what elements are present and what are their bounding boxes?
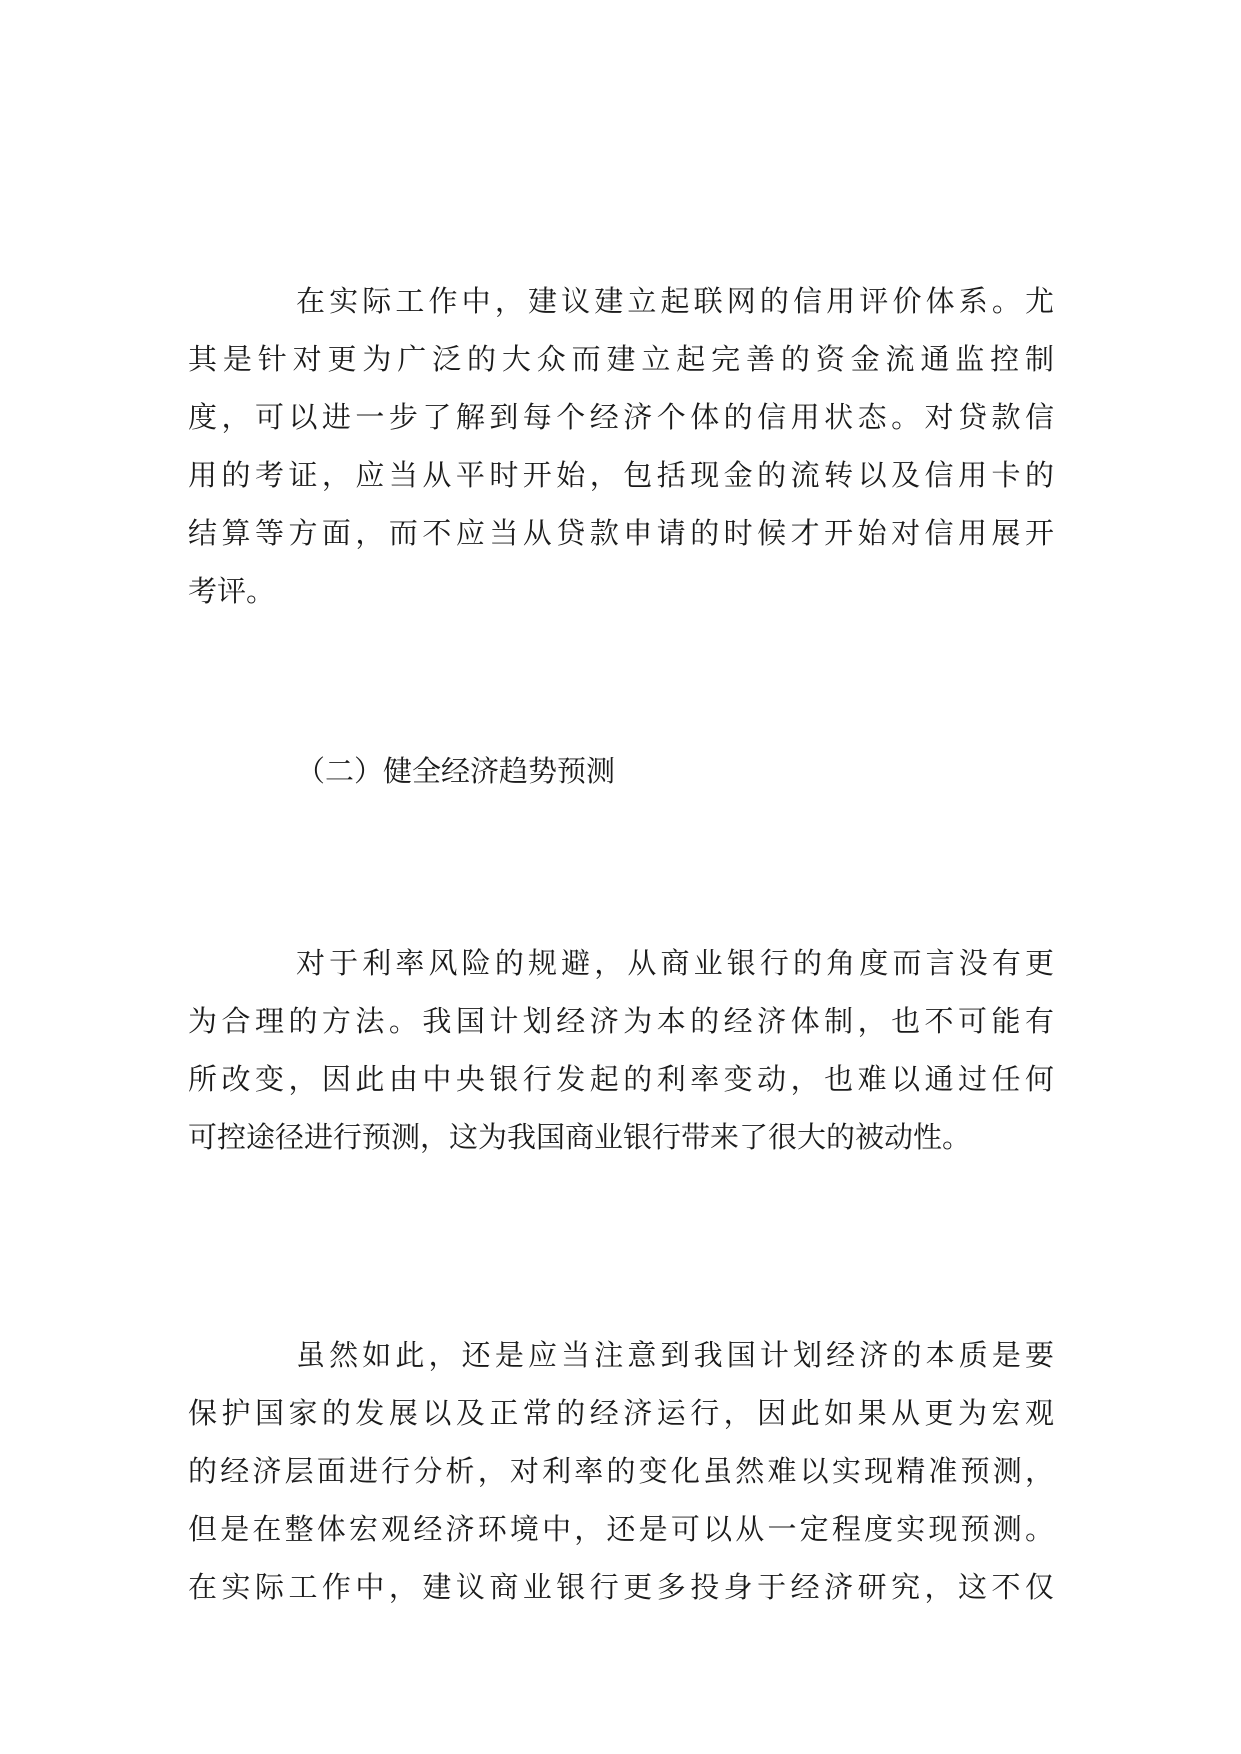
paragraph-line: 为合理的方法。我国计划经济为本的经济体制，也不可能有 [188, 1004, 1054, 1038]
paragraph-line: 但是在整体宏观经济环境中，还是可以从一定程度实现预测。 [188, 1512, 1054, 1546]
paragraph-line: 度，可以进一步了解到每个经济个体的信用状态。对贷款信 [188, 400, 1054, 434]
paragraph-line: 其是针对更为广泛的大众而建立起完善的资金流通监控制 [188, 342, 1054, 376]
paragraph-line: 在实际工作中，建议商业银行更多投身于经济研究，这不仅 [188, 1570, 1054, 1604]
paragraph-line: 所改变，因此由中央银行发起的利率变动，也难以通过任何 [188, 1062, 1054, 1096]
paragraph-line: 的经济层面进行分析，对利率的变化虽然难以实现精准预测， [188, 1454, 1054, 1488]
paragraph-line: 考评。 [188, 574, 276, 608]
paragraph-line: 对于利率风险的规避，从商业银行的角度而言没有更 [296, 946, 1054, 980]
paragraph-macro-forecast [188, 1326, 1054, 1616]
paragraph-credit-evaluation [188, 272, 1054, 620]
paragraph-interest-rate-risk [188, 934, 1054, 1166]
paragraph-line: 可控途径进行预测，这为我国商业银行带来了很大的被动性。 [188, 1120, 972, 1154]
paragraph-line: 用的考证，应当从平时开始，包括现金的流转以及信用卡的 [188, 458, 1054, 492]
section-heading: （二）健全经济趋势预测 [296, 754, 616, 788]
paragraph-line: 结算等方面，而不应当从贷款申请的时候才开始对信用展开 [188, 516, 1054, 550]
paragraph-line: 虽然如此，还是应当注意到我国计划经济的本质是要 [296, 1338, 1054, 1372]
paragraph-line: 保护国家的发展以及正常的经济运行，因此如果从更为宏观 [188, 1396, 1054, 1430]
paragraph-line: 在实际工作中，建议建立起联网的信用评价体系。尤 [296, 284, 1054, 318]
